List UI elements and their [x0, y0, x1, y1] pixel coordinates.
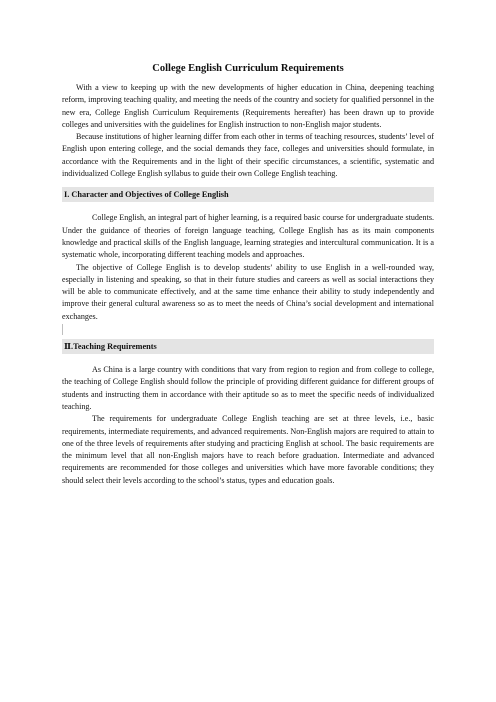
- section1-paragraph-1: College English, an integral part of higher learning, is a required basic course for undergraduate students. Under the guidance of theories of foreign language teaching, College English has as its main components knowledge and practical skills of the English language, learning strategies and intercultural communication. It is a systematic whole, incorporating different teaching models and approaches.: [62, 213, 434, 260]
- section2-paragraph-2: The requirements for undergraduate College English teaching are set at three levels, i.e., basic requirements, intermediate requirements, and advanced requirements. Non-English majors are required to attain to one of the three levels of requirements after studying and practicing English at school. The basic requirements are the minimum level that all non-English majors have to reach before graduation. Intermediate and advanced requirements are recommended for those colleges and universities which have more favorable conditions; they should select their levels according to the school’s status, types and education goals.: [62, 414, 434, 485]
- document-page: [62, 62, 434, 487]
- document-title: College English Curriculum Requirements: [152, 63, 344, 74]
- text-cursor-marker: [62, 324, 64, 335]
- section-heading-1: I. Character and Objectives of College English: [62, 187, 434, 202]
- intro-paragraph-2: Because institutions of higher learning differ from each other in terms of teaching resources, students’ level of English upon entering college, and the social demands they face, colleges and universities should formulate, in accordance with the Requirements and in the light of their specific circumstances, a scientific, systematic and individualized College English syllabus to guide their own College English teaching.: [62, 132, 434, 179]
- section-heading-2: Ⅱ.Teaching Requirements: [62, 339, 434, 354]
- section2-paragraph-1: As China is a large country with conditions that vary from region to region and from college to college, the teaching of College English should follow the principle of providing different guidance for different groups of students and instructing them in accordance with their aptitude so as to meet the specific needs of individualized teaching.: [62, 365, 434, 411]
- section1-paragraph-2: The objective of College English is to develop students’ ability to use English in a well-rounded way, especially in listening and speaking, so that in their future studies and careers as well as social interactions they will be able to communicate effectively, and at the same time enhance their ability to study independently and improve their general cultural awareness so as to meet the needs of China’s social development and international exchanges.: [62, 262, 434, 321]
- intro-paragraph-1: With a view to keeping up with the new developments of higher education in China, deepening teaching reform, improving teaching quality, and meeting the needs of the country and society for qualified personnel in the new era, College English Curriculum Requirements (Requirements hereafter) has been drawn up to provide colleges and universities with the guidelines for English instruction to non-English major students.: [62, 83, 434, 129]
